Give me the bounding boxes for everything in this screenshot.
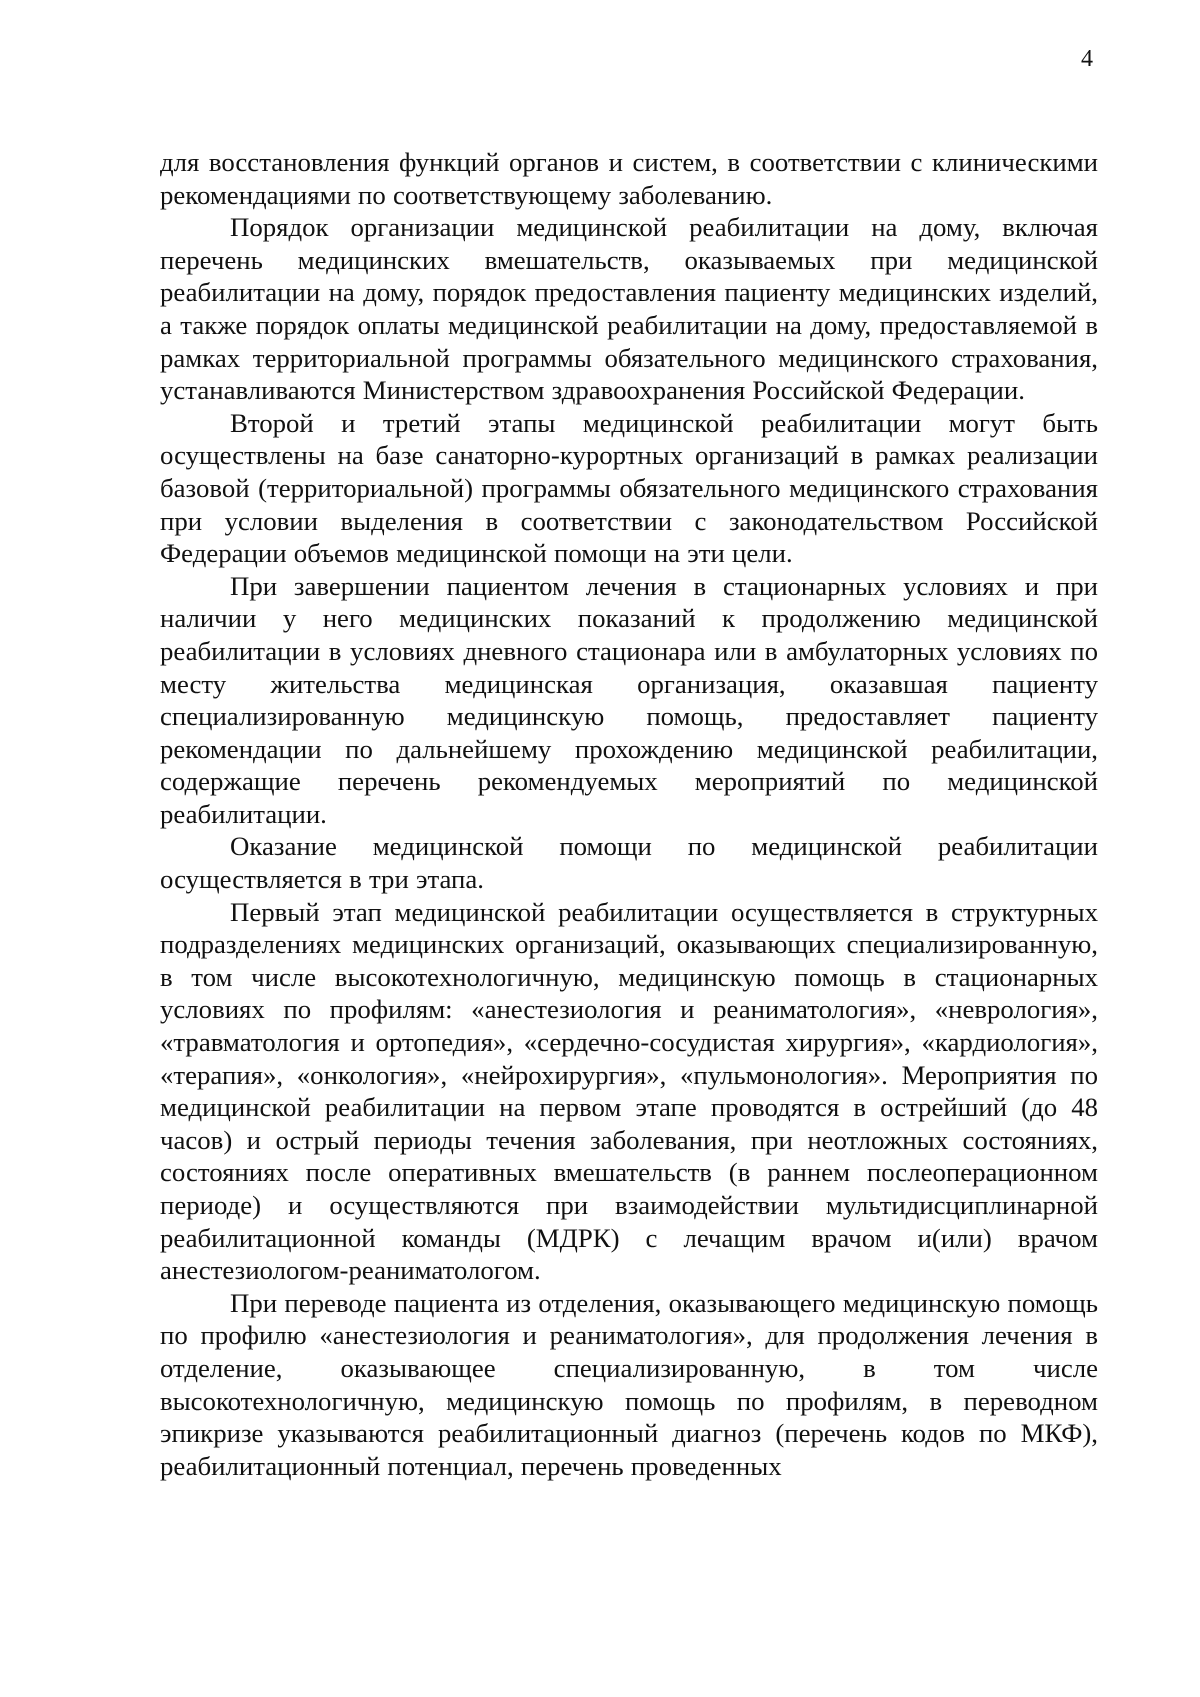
page-body (160, 146, 1098, 1482)
paragraph-first-stage: Первый этап медицинской реабилитации осуществляется в структурных подразделениях медицинских организаций, оказывающих специализированную, в том числе высокотехнологичную, медицинскую помощь в стационарных условиях по профилям: «анестезиология и реаниматология», «неврология», «травматология и ортопедия», «сердечно-сосудистая хирургия», «кардиология», «терапия», «онкология», «нейрохирургия», «пульмонология». Мероприятия по медицинской реабилитации на первом этапе проводятся в острейший (до 48 часов) и острый периоды течения заболевания, при неотложных состояниях, состояниях после оперативных вмешательств (в раннем послеоперационном периоде) и осуществляются при взаимодействии мультидисциплинарной реабилитационной команды (МДРК) с лечащим врачом и(или) врачом анестезиологом-реаниматологом. (160, 896, 1098, 1286)
paragraph-sanatorium-stages: Второй и третий этапы медицинской реабилитации могут быть осуществлены на базе санаторно-курортных организаций в рамках реализации базовой (территориальной) программы обязательного медицинского страхования при условии выделения в соответствии с законодательством Российской Федерации объемов медицинской помощи на эти цели. (160, 407, 1098, 569)
page-number: 4 (1081, 46, 1093, 72)
paragraph-transfer-epicrisis: При переводе пациента из отделения, оказывающего медицинскую помощь по профилю «анестезиология и реаниматология», для продолжения лечения в отделение, оказывающее специализированную, в том числе высокотехнологичную, медицинскую помощь по профилям, в переводном эпикризе указываются реабилитационный диагноз (перечень кодов по МКФ), реабилитационный потенциал, перечень проведенных (160, 1287, 1098, 1481)
paragraph-discharge-recommendations: При завершении пациентом лечения в стационарных условиях и при наличии у него медицинских показаний к продолжению медицинской реабилитации в условиях дневного стационара или в амбулаторных условиях по месту жительства медицинская организация, оказавшая пациенту специализированную медицинскую помощь, предоставляет пациенту рекомендации по дальнейшему прохождению медицинской реабилитации, содержащие перечень рекомендуемых мероприятий по медицинской реабилитации. (160, 570, 1098, 829)
paragraph-home-rehabilitation: Порядок организации медицинской реабилитации на дому, включая перечень медицинских вмешательств, оказываемых при медицинской реабилитации на дому, порядок предоставления пациенту медицинских изделий, а также порядок оплаты медицинской реабилитации на дому, предоставляемой в рамках территориальной программы обязательного медицинского страхования, устанавливаются Министерством здравоохранения Российской Федерации. (160, 212, 1098, 406)
paragraph-three-stages: Оказание медицинской помощи по медицинской реабилитации осуществляется в три этапа. (160, 831, 1098, 895)
paragraph-continuation: для восстановления функций органов и систем, в соответствии с клиническими рекомендациями по соответствующему заболеванию. (160, 147, 1098, 210)
